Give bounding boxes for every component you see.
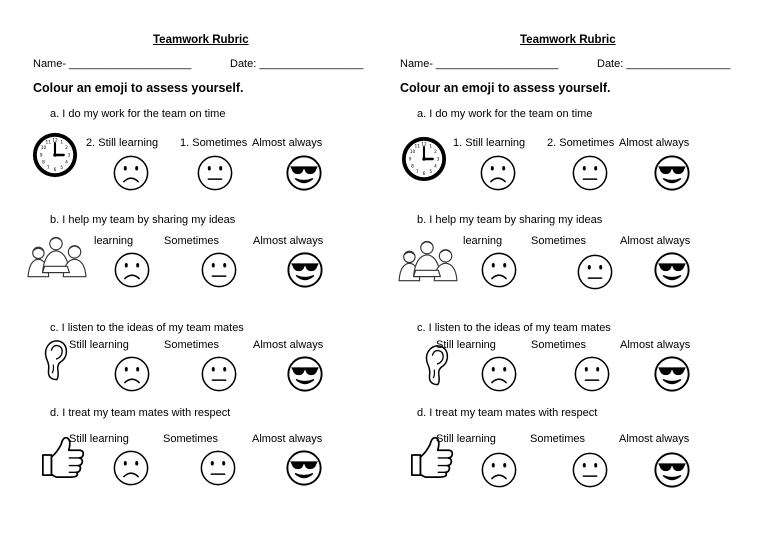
sheet-title: Teamwork Rubric xyxy=(520,34,616,46)
item-statement: a. I do my work for the team on time xyxy=(50,108,226,120)
sunglasses-face-icon[interactable] xyxy=(653,251,691,289)
instruction-heading: Colour an emoji to assess yourself. xyxy=(400,81,611,95)
label-still-learning: Still learning xyxy=(69,433,129,445)
label-still-learning: learning xyxy=(463,235,503,247)
label-almost-always: Almost always xyxy=(253,235,324,247)
label-almost-always: Almost always xyxy=(620,339,691,351)
item-statement: d. I treat my team mates with respect xyxy=(417,407,598,419)
neutral-face-icon[interactable] xyxy=(571,451,609,489)
name-field-label: Name- ____________________ xyxy=(400,58,559,70)
neutral-face-icon[interactable] xyxy=(196,154,234,192)
neutral-face-icon[interactable] xyxy=(576,253,614,291)
label-sometimes: Sometimes xyxy=(163,433,219,445)
team-discussion-icon xyxy=(397,235,459,283)
clock-icon xyxy=(400,135,448,183)
label-almost-always: Almost always xyxy=(619,433,690,445)
label-still-learning: Still learning xyxy=(436,433,496,445)
sunglasses-face-icon[interactable] xyxy=(653,355,691,393)
label-still-learning: learning xyxy=(94,235,134,247)
neutral-face-icon[interactable] xyxy=(199,449,237,487)
item-statement: b. I help my team by sharing my ideas xyxy=(417,214,603,226)
sunglasses-face-icon[interactable] xyxy=(285,154,323,192)
label-still-learning: 2. Still learning xyxy=(86,137,159,149)
item-statement: d. I treat my team mates with respect xyxy=(50,407,231,419)
sunglasses-face-icon[interactable] xyxy=(285,449,323,487)
label-sometimes: Sometimes xyxy=(530,433,586,445)
sunglasses-face-icon[interactable] xyxy=(653,154,691,192)
label-sometimes: Sometimes xyxy=(164,235,220,247)
label-sometimes: Sometimes xyxy=(164,339,220,351)
rubric-sheet-right xyxy=(367,0,751,543)
sunglasses-face-icon[interactable] xyxy=(286,251,324,289)
sad-face-icon[interactable] xyxy=(479,154,517,192)
sad-face-icon[interactable] xyxy=(113,355,151,393)
sheet-title: Teamwork Rubric xyxy=(153,34,249,46)
label-still-learning: Still learning xyxy=(436,339,496,351)
neutral-face-icon[interactable] xyxy=(573,355,611,393)
item-statement: b. I help my team by sharing my ideas xyxy=(50,214,236,226)
team-discussion-icon xyxy=(26,231,88,279)
item-statement: a. I do my work for the team on time xyxy=(417,108,593,120)
sad-face-icon[interactable] xyxy=(480,355,518,393)
date-field-label: Date: _________________ xyxy=(597,58,731,70)
item-statement: c. I listen to the ideas of my team mates xyxy=(50,322,244,334)
label-still-learning: Still learning xyxy=(69,339,129,351)
sad-face-icon[interactable] xyxy=(480,251,518,289)
label-still-learning: 1. Still learning xyxy=(453,137,526,149)
date-field-label: Date: _________________ xyxy=(230,58,364,70)
label-almost-always: Almost always xyxy=(620,235,691,247)
name-field-label: Name- ____________________ xyxy=(33,58,192,70)
sunglasses-face-icon[interactable] xyxy=(653,451,691,489)
sad-face-icon[interactable] xyxy=(480,451,518,489)
label-almost-always: Almost always xyxy=(252,137,323,149)
clock-icon xyxy=(31,131,79,179)
label-sometimes: Sometimes xyxy=(531,235,587,247)
label-sometimes: 2. Sometimes xyxy=(547,137,615,149)
neutral-face-icon[interactable] xyxy=(571,154,609,192)
label-sometimes: Sometimes xyxy=(531,339,587,351)
sad-face-icon[interactable] xyxy=(113,251,151,289)
item-statement: c. I listen to the ideas of my team mates xyxy=(417,322,611,334)
sad-face-icon[interactable] xyxy=(112,154,150,192)
sunglasses-face-icon[interactable] xyxy=(286,355,324,393)
label-sometimes: 1. Sometimes xyxy=(180,137,248,149)
instruction-heading: Colour an emoji to assess yourself. xyxy=(33,81,244,95)
label-almost-always: Almost always xyxy=(253,339,324,351)
neutral-face-icon[interactable] xyxy=(200,251,238,289)
neutral-face-icon[interactable] xyxy=(200,355,238,393)
label-almost-always: Almost always xyxy=(619,137,690,149)
sad-face-icon[interactable] xyxy=(112,449,150,487)
label-almost-always: Almost always xyxy=(252,433,323,445)
ear-icon xyxy=(42,338,70,382)
